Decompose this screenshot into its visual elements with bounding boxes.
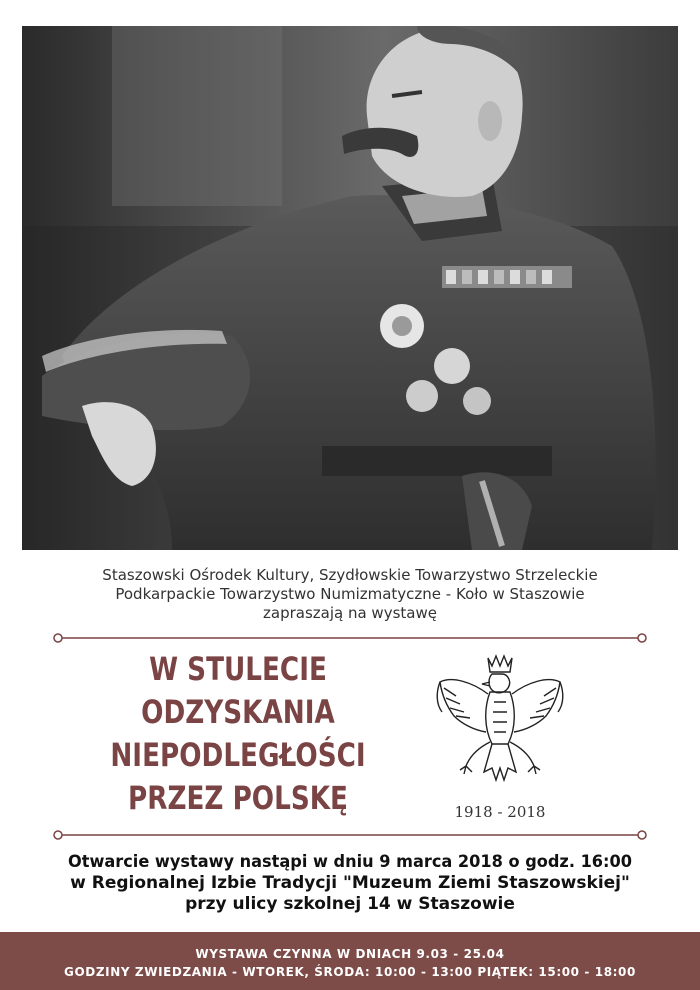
title-line-1: W STULECIE xyxy=(149,650,327,688)
portrait-illustration xyxy=(22,26,678,550)
years-label: 1918 - 2018 xyxy=(454,803,546,821)
portrait-photo xyxy=(22,26,678,550)
info-line-3: przy ulicy szkolnej 14 w Staszowie xyxy=(185,894,515,914)
organizers-line-2: Podkarpackie Towarzystwo Numizmatyczne - Koło w Staszowie xyxy=(115,585,585,603)
title-line-4: PRZEZ POLSKĘ xyxy=(128,779,348,817)
organizers-text xyxy=(0,566,700,623)
title-line-2: ODZYSKANIA xyxy=(141,693,335,731)
exhibition-title xyxy=(89,648,387,820)
info-line-1: Otwarcie wystawy nastąpi w dniu 9 marca 2018 o godz. 16:00 xyxy=(67,852,632,872)
title-line-3: NIEPODLEGŁOŚCI xyxy=(110,736,366,774)
footer-hours: GODZINY ZWIEDZANIA - WTOREK, ŚRODA: 10:00 - 13:00 PIĄTEK: 15:00 - 18:00 xyxy=(64,965,636,979)
info-line-2: w Regionalnej Izbie Tradycji "Muzeum Ziemi Staszowskiej" xyxy=(70,873,630,893)
footer-dates: WYSTAWA CZYNNA W DNIACH 9.03 - 25.04 xyxy=(195,947,505,961)
organizers-line-1: Staszowski Ośrodek Kultury, Szydłowskie Towarzystwo Strzeleckie xyxy=(102,566,598,584)
footer-banner xyxy=(0,932,700,990)
organizers-line-3: zapraszają na wystawę xyxy=(263,604,437,622)
polish-eagle-icon xyxy=(432,652,568,800)
opening-info xyxy=(0,852,700,915)
bottom-divider xyxy=(52,828,648,842)
top-divider xyxy=(52,631,648,645)
